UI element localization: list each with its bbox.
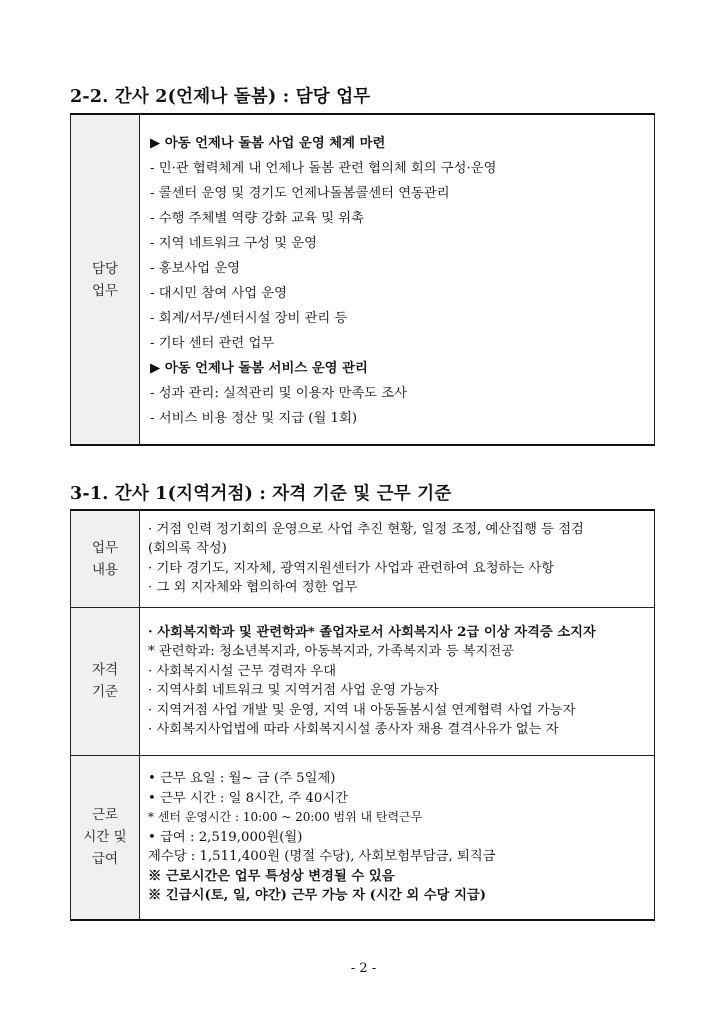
work-content-label: [71, 510, 140, 607]
text-line: · 사회복지학과 및 관련학과* 졸업자로서 사회복지사 2급 이상 자격증 소지자: [148, 624, 596, 640]
working-hours-row: [71, 755, 655, 920]
text-line: · 사회복지시설 근무 경력자 우대: [148, 663, 337, 679]
duties-content: [140, 114, 655, 445]
section1-title: 2-2. 간사 2(언제나 돌봄) : 담당 업무: [70, 87, 371, 107]
text-line: ※ 긴급시(토, 일, 야간) 근무 가능 자 (시간 외 수당 지급): [148, 888, 487, 903]
label-line: 시간 및: [83, 829, 127, 846]
text-line: ▶ 아동 언제나 돌봄 사업 운영 체계 마련: [150, 136, 386, 151]
text-line: · 지역사회 네트워크 및 지역거점 사업 운영 가능자: [148, 683, 439, 698]
text-line: - 콜센터 운영 및 경기도 언제나돌봄콜센터 연동관리: [150, 186, 450, 201]
qualification-table: [70, 509, 655, 921]
text-line: - 회계/서무/센터시설 장비 관리 등: [150, 311, 348, 326]
text-line: · 그 외 지자체와 협의하여 정한 업무: [148, 580, 358, 596]
label-line: 내용: [91, 561, 119, 578]
work-content-text: [140, 510, 655, 607]
text-line: - 성과 관리: 실적관리 및 이용자 만족도 조사: [150, 386, 407, 401]
label-line: 기준: [91, 684, 119, 700]
text-line: • 급여 : 2,519,000원(월): [148, 829, 303, 845]
qualification-text: [140, 607, 655, 755]
text-line: · 거점 인력 정기회의 운영으로 사업 추진 현황, 일정 조정, 예산집행 등 점검: [148, 521, 584, 537]
label-line: 근로: [91, 807, 119, 824]
duties-table: [70, 113, 655, 446]
text-line: ※ 근로시간은 업무 특성상 변경될 수 있음: [148, 868, 395, 884]
text-line: ▶ 아동 언제나 돌봄 서비스 운영 관리: [150, 361, 368, 376]
working-hours-label: [71, 755, 140, 920]
text-line: (회의록 작성): [148, 541, 227, 557]
qualification-row: [71, 607, 655, 755]
label-line: 급여: [91, 851, 119, 868]
text-line: * 센터 운영시간 : 10:00 ~ 20:00 범위 내 탄력근무: [148, 810, 423, 824]
section2-title: 3-1. 간사 1(지역거점) : 자격 기준 및 근무 기준: [70, 484, 452, 504]
text-line: - 민·관 협력체계 내 언제나 돌봄 관련 협의체 회의 구성·운영: [150, 161, 497, 176]
qualification-label: [71, 607, 140, 755]
text-line: - 기타 센터 관련 업무: [150, 336, 275, 351]
text-line: - 지역 네트워크 구성 및 운영: [150, 236, 317, 251]
working-hours-text: [140, 755, 655, 920]
text-line: - 대시민 참여 사업 운영: [150, 286, 288, 301]
text-line: * 관련학과: 청소년복지과, 아동복지과, 가족복지과 등 복지전공: [148, 644, 515, 659]
label-line: 업무: [91, 282, 119, 299]
text-line: - 홍보사업 운영: [150, 261, 241, 276]
text-line: 제수당 : 1,511,400원 (명절 수당), 사회보험부담금, 퇴직금: [148, 849, 496, 864]
work-content-row: [71, 510, 655, 607]
label-line: 업무: [91, 539, 119, 556]
text-line: · 사회복지사업법에 따라 사회복지시설 종사자 채용 결격사유가 없는 자: [148, 722, 559, 737]
label-line: 자격: [91, 662, 119, 678]
duties-label: [71, 114, 140, 445]
text-line: · 지역거점 사업 개발 및 운영, 지역 내 아동돌봄시설 연계협력 사업 가능자: [148, 702, 576, 718]
page-number: - 2 -: [350, 961, 377, 976]
text-line: • 근무 요일 : 월~ 금 (주 5일제): [148, 771, 336, 786]
text-line: · 기타 경기도, 지자체, 광역지원센터가 사업과 관련하여 요청하는 사항: [148, 560, 555, 576]
label-line: 담당: [91, 260, 119, 277]
text-line: - 수행 주체별 역량 강화 교육 및 위촉: [150, 211, 364, 226]
text-line: • 근무 시간 : 일 8시간, 주 40시간: [148, 790, 348, 806]
text-line: - 서비스 비용 정산 및 지급 (월 1회): [150, 411, 358, 426]
